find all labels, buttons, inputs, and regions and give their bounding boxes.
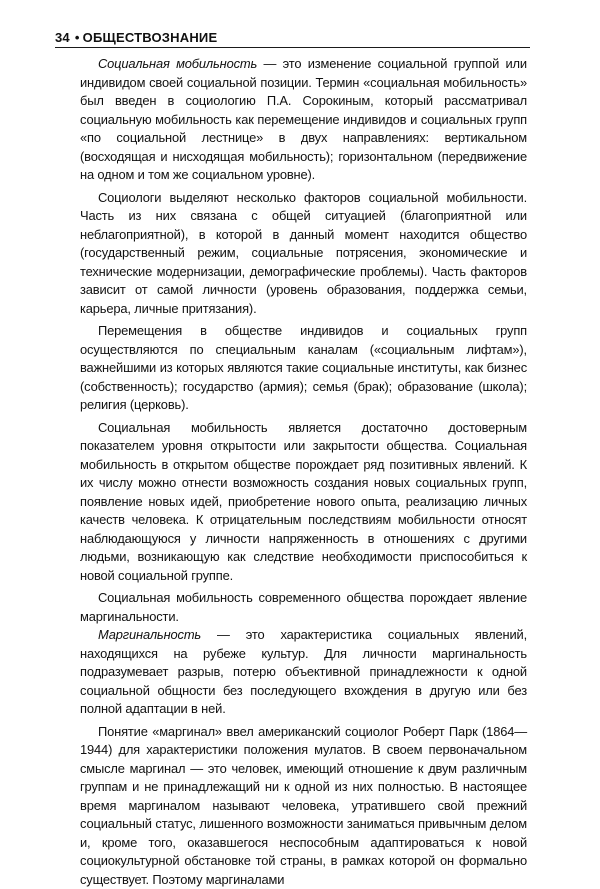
paragraph-marginality-definition [80,626,527,719]
paragraph-text: Перемещения в обществе индивидов и социальных групп осуществляются по специальным каналам («социальным лифтам»), важнейшими из которых являются такие социальные институты, как бизнес (собственность); государство (армия); семья (брак); образование (школа); религия (церковь). [80,323,527,412]
term-marginality: Маргинальность [98,627,201,642]
paragraph-text: — это характеристика социальных явлений, находящихся на рубеже культур. Для личности маргинальность подразумевает разрыв, потерю объективной принадлежности к одной социальной общности без последующего вхождения в другую или без полной адаптации в ней. [80,627,527,716]
paragraph-text: Понятие «маргинал» ввел американский социолог Роберт Парк (1864—1944) для характеристики положения мулатов. В своем первоначальном смысле маргинал — это человек, имеющий отношение к двум различным группам и не принадлежащий ни к одной из них полностью. В настоящее время маргиналом называют человека, утратившего свой прежний социальный статус, лишенного возможности заниматься привычным делом и, кроме того, оказавшегося неспособным адаптироваться к новой социокультурной обстановке той страны, в рамках которой он формально существует. Поэтому маргиналами [80,724,527,887]
paragraph-social-mobility-definition [80,55,527,185]
paragraph-mobility-factors [80,189,527,319]
paragraph-text: — это изменение социальной группой или индивидом своей социальной позиции. Термин «социальная мобильность» был введен в социологию П.А. Сорокиным, который рассматривал социальную мобильность как перемещение индивидов и социальных групп «по социальной лестнице» в двух направлениях: вертикальном (восходящая и нисходящая мобильность); горизонтальном (передвижение на одном и том же социальном уровне). [80,56,527,182]
term-social-mobility: Социальная мобильность [98,56,257,71]
paragraph-social-lifts [80,322,527,415]
paragraph-openness-indicator [80,419,527,586]
paragraph-marginal-concept [80,723,527,889]
header-bullet: • [75,30,80,45]
page-number: 34 [55,30,70,45]
paragraph-text: Социальная мобильность является достаточно достоверным показателем уровня открытости или закрытости общества. Социальная мобильность в открытом обществе порождает ряд позитивных явлений. К их числу можно отнести возможность создания новых социальных групп, появление новых идей, приобретение нового опыта, реализацию личных качеств человека. К отрицательным последствиям мобильности относят наблюдающуюся у личности напряженность в отношениях с другими людьми, возникающую как следствие необходимости приспособиться к новой социальной группе. [80,420,527,583]
section-title: ОБЩЕСТВОЗНАНИЕ [83,30,218,45]
header-rule [55,47,530,48]
page-body [80,55,527,889]
paragraph-text: Социологи выделяют несколько факторов социальной мобильности. Часть из них связана с общей ситуацией (благоприятной или неблагоприятной), в которой в данный момент находится общество (государственный режим, социальные потрясения, экономические и технические модернизации, демографические проблемы). Часть факторов зависит от самой личности (уровень образования, поддержка семьи, карьера, личные притязания). [80,190,527,316]
paragraph-text: Социальная мобильность современного общества порождает явление маргинальности. [80,590,527,624]
paragraph-marginality-intro [80,589,527,626]
